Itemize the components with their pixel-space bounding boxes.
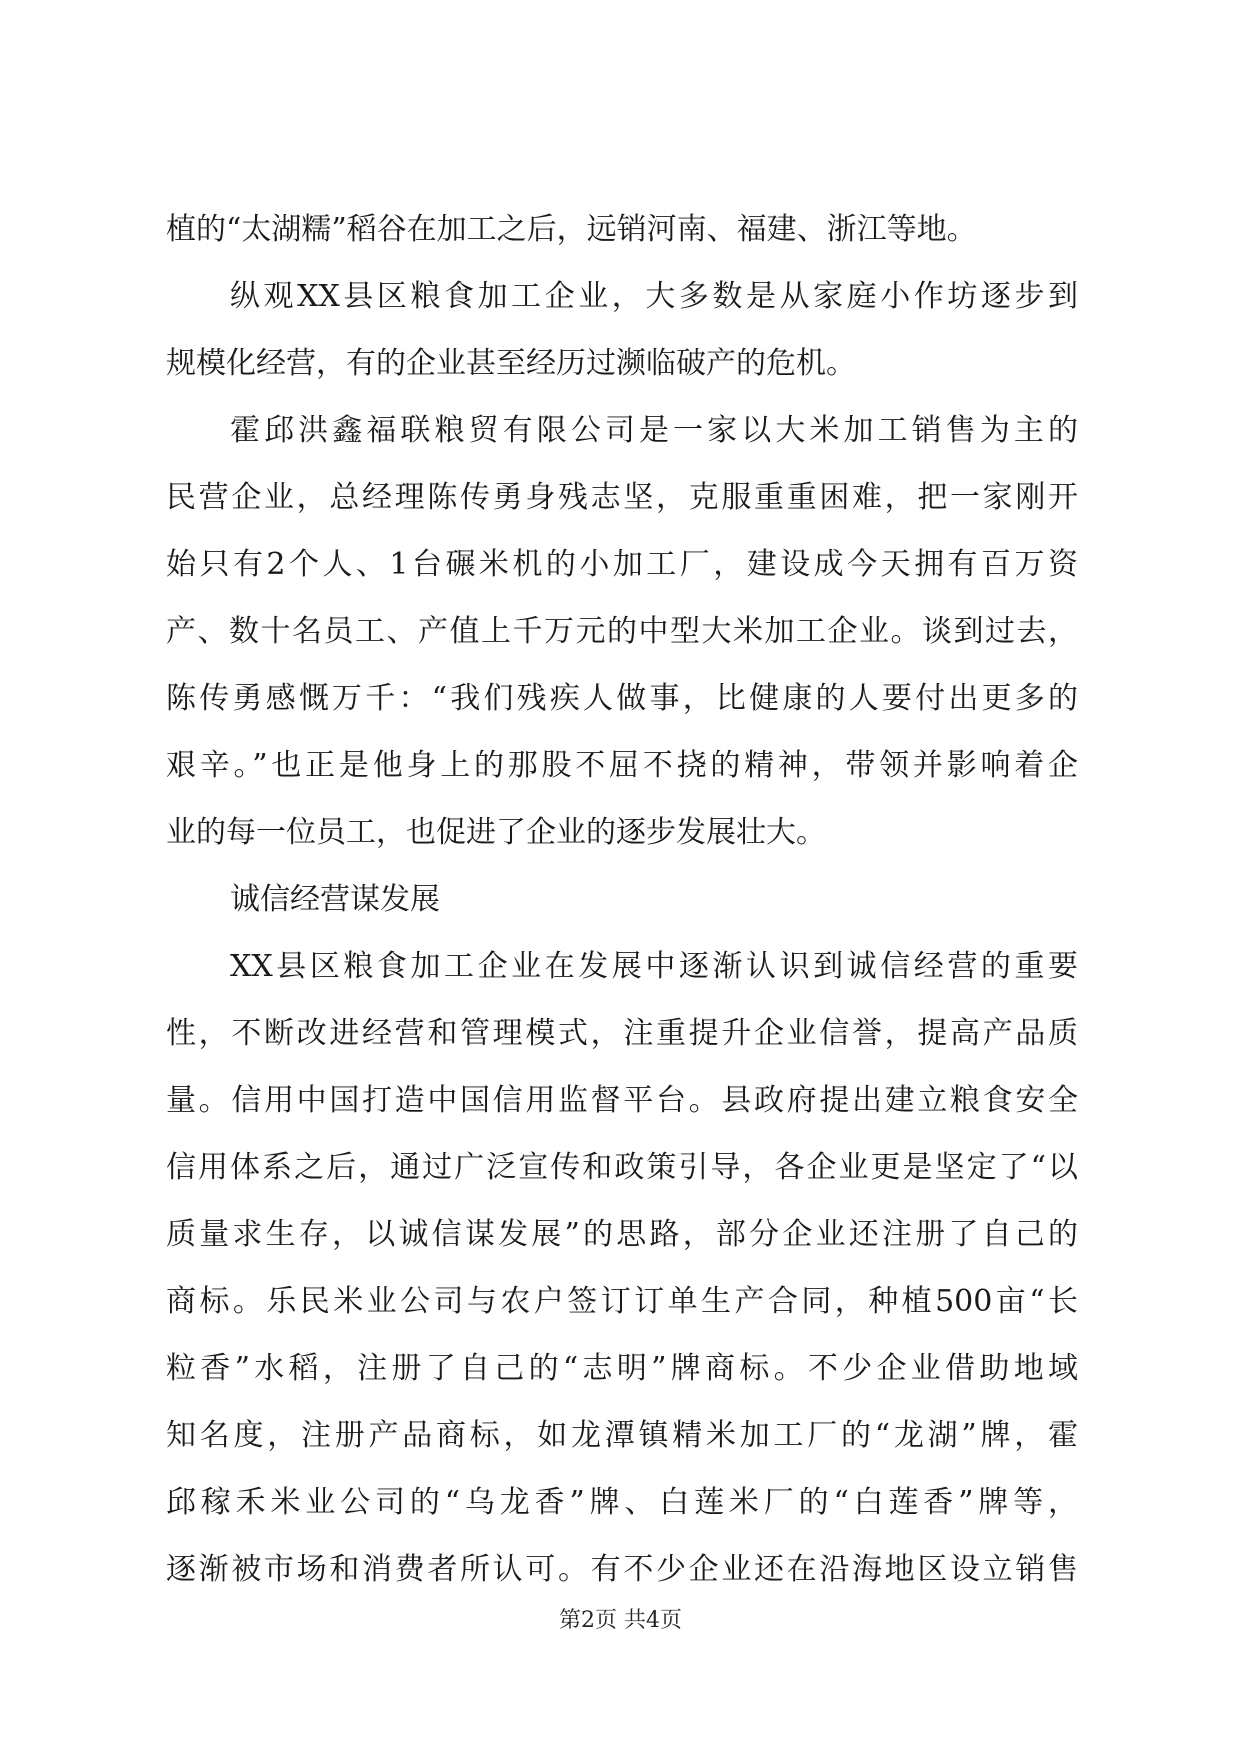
text-line: 粒香”水稻，注册了自己的“志明”牌商标。不少企业借助地域 [166,1351,1078,1386]
text-line: 质量求生存，以诚信谋发展”的思路，部分企业还注册了自己的 [166,1217,1078,1252]
text-line: 艰辛。”也正是他身上的那股不屈不挠的精神，带领并影响着企 [166,748,1078,783]
text-line: 性，不断改进经营和管理模式，注重提升企业信誉，提高产品质 [166,1016,1078,1051]
text-line: 霍邱洪鑫福联粮贸有限公司是一家以大米加工销售为主的 [230,413,1078,448]
text-line: 信用体系之后，通过广泛宣传和政策引导，各企业更是坚定了“以 [166,1150,1078,1185]
text-line: 商标。乐民米业公司与农户签订订单生产合同，种植500亩“长 [166,1284,1078,1319]
text-line: 规模化经营，有的企业甚至经历过濒临破产的危机。 [166,346,856,381]
text-line: 陈传勇感慨万千：“我们残疾人做事，比健康的人要付出更多的 [166,681,1078,716]
text-line: 植的“太湖糯”稻谷在加工之后，远销河南、福建、浙江等地。 [166,212,977,247]
text-line: XX县区粮食加工企业在发展中逐渐认识到诚信经营的重要 [230,949,1078,984]
text-line: 纵观XX县区粮食加工企业，大多数是从家庭小作坊逐步到 [230,279,1078,314]
body-text [166,196,1078,1603]
text-line: 知名度，注册产品商标，如龙潭镇精米加工厂的“龙湖”牌，霍 [166,1418,1078,1453]
text-line: 始只有2个人、1台碾米机的小加工厂，建设成今天拥有百万资 [166,547,1078,582]
text-line: 诚信经营谋发展 [230,882,440,917]
page-footer: 第2页 共4页 [559,1608,682,1633]
text-line: 产、数十名员工、产值上千万元的中型大米加工企业。谈到过去， [166,614,1078,649]
text-line: 民营企业，总经理陈传勇身残志坚，克服重重困难，把一家刚开 [166,480,1078,515]
text-line: 量。信用中国打造中国信用监督平台。县政府提出建立粮食安全 [166,1083,1078,1118]
text-line: 逐渐被市场和消费者所认可。有不少企业还在沿海地区设立销售 [166,1552,1078,1587]
text-line: 邱稼禾米业公司的“乌龙香”牌、白莲米厂的“白莲香”牌等， [166,1485,1078,1520]
text-line: 业的每一位员工，也促进了企业的逐步发展壮大。 [166,815,826,850]
